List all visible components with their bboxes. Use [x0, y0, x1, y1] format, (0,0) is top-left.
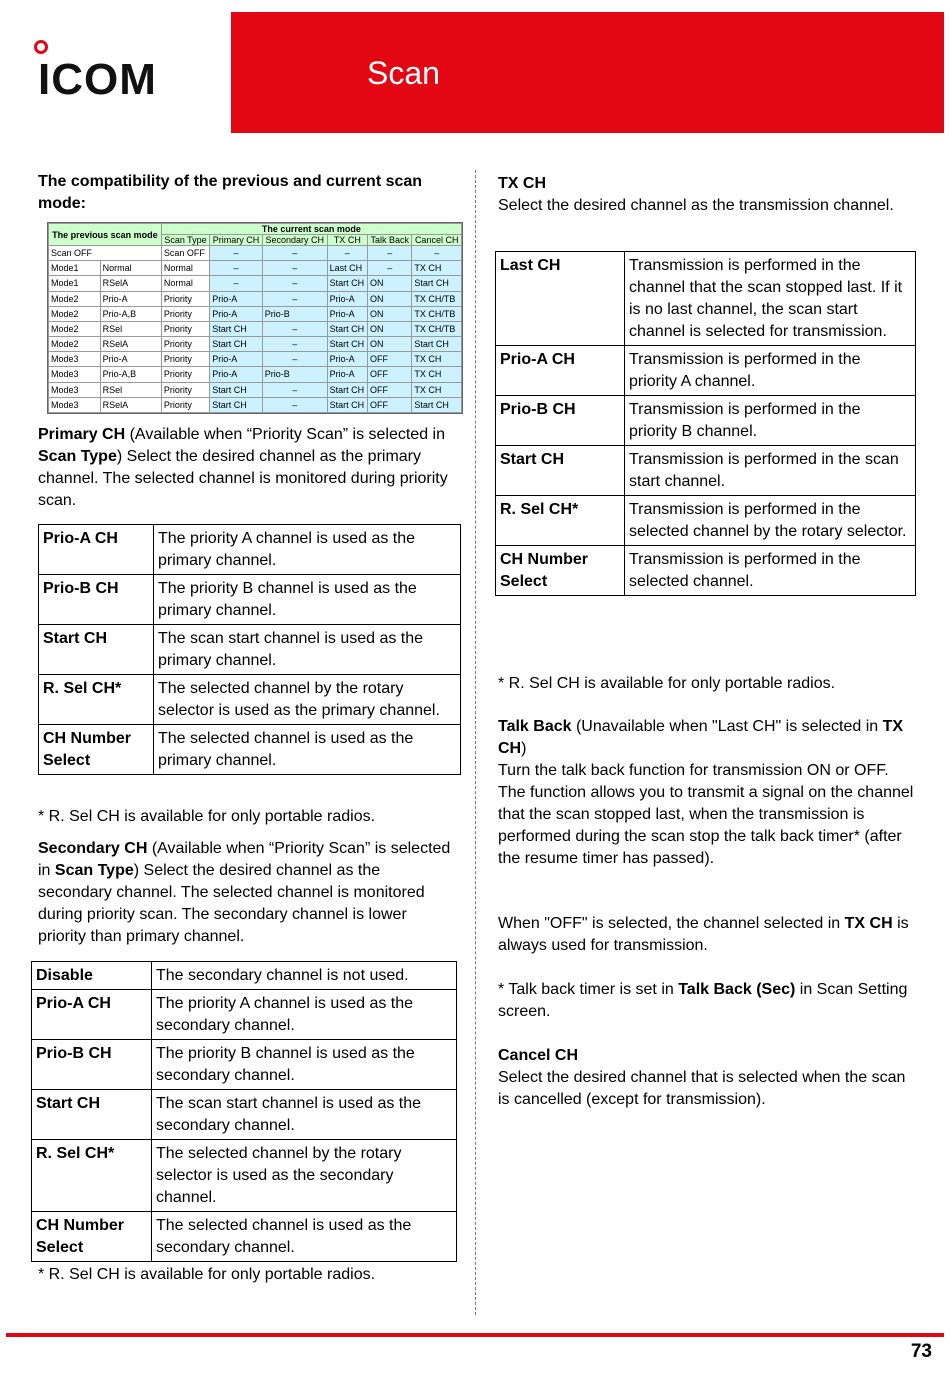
term-cell: Prio-B CH	[39, 575, 154, 625]
compat-row	[49, 321, 462, 336]
compat-cell: –	[210, 276, 263, 291]
term-cell: CH Number Select	[496, 546, 625, 596]
term-cell: Prio-B CH	[32, 1040, 152, 1090]
description-cell: The selected channel by the rotary selector is used as the primary channel.	[154, 675, 461, 725]
compat-cell: Prio-A	[327, 306, 367, 321]
talk-back-sec-term: Talk Back (Sec)	[678, 981, 796, 998]
description-cell: The priority A channel is used as the primary channel.	[154, 525, 461, 575]
term-cell: Disable	[32, 962, 152, 990]
compat-cell: Priority	[161, 352, 209, 367]
off-paragraph	[498, 913, 916, 957]
tx-ch-row	[496, 396, 916, 446]
compat-cell: Start CH	[327, 321, 367, 336]
compat-cell: –	[262, 337, 327, 352]
compat-cell: TX CH	[412, 382, 462, 397]
compat-cell: –	[262, 321, 327, 336]
term-cell: Prio-A CH	[39, 525, 154, 575]
term-cell: Prio-B CH	[496, 396, 625, 446]
description-cell: The priority B channel is used as the secondary channel.	[152, 1040, 457, 1090]
compat-row	[49, 337, 462, 352]
scan-type-term-2: Scan Type	[54, 862, 134, 879]
compat-cell: TX CH	[412, 352, 462, 367]
tx-ch-heading: TX CH	[498, 175, 546, 192]
compat-cell: ON	[367, 337, 411, 352]
tx-ch-note: * R. Sel CH is available for only portable radios.	[498, 675, 836, 692]
description-cell: Transmission is performed in the selected channel by the rotary selector.	[625, 496, 916, 546]
compat-cell: Start CH	[327, 382, 367, 397]
timer-note-text-1: * Talk back timer is set in	[498, 981, 679, 998]
tx-ch-table	[495, 251, 916, 596]
compat-cell: Priority	[161, 397, 209, 412]
description-cell: The scan start channel is used as the secondary channel.	[152, 1090, 457, 1140]
compat-cell: Start CH	[412, 276, 462, 291]
title-banner	[231, 12, 944, 133]
compat-cell: Start CH	[210, 321, 263, 336]
tx-ch-row	[496, 446, 916, 496]
compat-cell: –	[262, 397, 327, 412]
compat-cell: Mode1	[49, 261, 101, 276]
compat-cell: –	[262, 291, 327, 306]
primary-ch-text-2: ) Select the desired channel as the primary channel. The selected channel is monitored during priority scan.	[38, 448, 448, 509]
compat-cell: Prio-A	[100, 291, 161, 306]
compat-prev-header: The previous scan mode	[49, 224, 162, 246]
secondary-ch-row	[32, 1212, 457, 1262]
compat-column-header: Scan Type	[161, 235, 209, 246]
description-cell: The selected channel is used as the primary channel.	[154, 725, 461, 775]
tx-ch-row	[496, 252, 916, 346]
compat-cell: Normal	[161, 261, 209, 276]
compat-cell: Priority	[161, 291, 209, 306]
compat-cell: Prio-A	[327, 352, 367, 367]
primary-ch-row	[39, 575, 461, 625]
compat-row	[49, 291, 462, 306]
primary-ch-text-1: (Available when “Priority Scan” is selected in	[125, 426, 445, 443]
secondary-note: * R. Sel CH is available for only portable radios.	[38, 1266, 376, 1283]
compat-cell: Mode1	[49, 276, 101, 291]
icom-logo	[34, 40, 159, 104]
compat-row	[49, 246, 462, 261]
term-cell: R. Sel CH*	[32, 1140, 152, 1212]
compat-cell: ON	[367, 306, 411, 321]
talk-back-paragraph	[498, 716, 916, 870]
description-cell: Transmission is performed in the priority B channel.	[625, 396, 916, 446]
compat-cell: Priority	[161, 337, 209, 352]
compat-cell: Start CH	[210, 397, 263, 412]
compat-table	[47, 222, 463, 414]
scan-type-term: Scan Type	[38, 448, 117, 465]
talk-back-text-2: )	[521, 740, 527, 757]
compat-cell: Priority	[161, 382, 209, 397]
term-cell: Start CH	[39, 625, 154, 675]
tx-ch-row	[496, 546, 916, 596]
compat-row	[49, 306, 462, 321]
description-cell: The secondary channel is not used.	[152, 962, 457, 990]
compat-cell: ON	[367, 321, 411, 336]
term-cell: Last CH	[496, 252, 625, 346]
compat-cell: –	[367, 261, 411, 276]
compat-cell: Start CH	[412, 397, 462, 412]
primary-note: * R. Sel CH is available for only portable radios.	[38, 808, 376, 825]
compat-cell: Normal	[100, 261, 161, 276]
description-cell: Transmission is performed in the selected channel.	[625, 546, 916, 596]
compat-cell: Start CH	[210, 382, 263, 397]
compat-cell: Prio-B	[262, 306, 327, 321]
term-cell: Start CH	[32, 1090, 152, 1140]
secondary-ch-row	[32, 1140, 457, 1212]
compat-cell: ON	[367, 291, 411, 306]
secondary-ch-term: Secondary CH	[38, 840, 148, 857]
page-number: 73	[910, 1341, 932, 1362]
compat-cell: Scan OFF	[161, 246, 209, 261]
compat-cell: TX CH	[412, 261, 462, 276]
compat-cell: Prio-A	[210, 306, 263, 321]
compat-cell: Mode3	[49, 397, 101, 412]
compat-cell: Mode3	[49, 352, 101, 367]
compat-cell: –	[262, 352, 327, 367]
compat-cell: Prio-B	[262, 367, 327, 382]
compat-column-header: Cancel CH	[412, 235, 462, 246]
compat-cell: RSel	[100, 321, 161, 336]
compat-cell: Start CH	[210, 337, 263, 352]
compat-cell: TX CH/TB	[412, 291, 462, 306]
compat-current-header: The current scan mode	[161, 224, 461, 235]
compat-cell: Start CH	[327, 276, 367, 291]
compat-cell: Mode2	[49, 321, 101, 336]
cancel-ch-heading: Cancel CH	[498, 1047, 579, 1064]
secondary-ch-row	[32, 990, 457, 1040]
primary-ch-row	[39, 675, 461, 725]
compat-cell: Prio-A	[210, 367, 263, 382]
tx-ch-row	[496, 346, 916, 396]
compat-cell: Mode2	[49, 291, 101, 306]
term-cell: Start CH	[496, 446, 625, 496]
compat-column-header: Talk Back	[367, 235, 411, 246]
primary-ch-row	[39, 725, 461, 775]
description-cell: The scan start channel is used as the primary channel.	[154, 625, 461, 675]
compat-cell: –	[210, 246, 263, 261]
compat-cell: Mode3	[49, 367, 101, 382]
compat-cell: RSel	[100, 382, 161, 397]
compat-cell: –	[412, 246, 462, 261]
footer-rule	[6, 1333, 944, 1337]
compat-cell: ON	[367, 276, 411, 291]
secondary-ch-row	[32, 962, 457, 990]
description-cell: Transmission is performed in the scan start channel.	[625, 446, 916, 496]
term-cell: R. Sel CH*	[39, 675, 154, 725]
compat-row	[49, 397, 462, 412]
compat-row	[49, 382, 462, 397]
compat-cell: TX CH/TB	[412, 321, 462, 336]
tx-ch-term-2: TX CH	[844, 915, 893, 932]
description-cell: The selected channel by the rotary selector is used as the secondary channel.	[152, 1140, 457, 1212]
primary-ch-row	[39, 625, 461, 675]
compat-cell: Last CH	[327, 261, 367, 276]
compat-cell: –	[262, 276, 327, 291]
tx-ch-row	[496, 496, 916, 546]
compat-cell: –	[367, 246, 411, 261]
compat-column-header: TX CH	[327, 235, 367, 246]
compat-cell: Prio-A	[100, 352, 161, 367]
description-cell: The priority A channel is used as the secondary channel.	[152, 990, 457, 1040]
description-cell: Transmission is performed in the priority A channel.	[625, 346, 916, 396]
compat-cell: Prio-A,B	[100, 306, 161, 321]
primary-ch-paragraph	[38, 424, 453, 512]
primary-ch-table	[38, 524, 461, 775]
description-cell: The selected channel is used as the secondary channel.	[152, 1212, 457, 1262]
column-divider	[475, 170, 476, 1315]
primary-ch-row	[39, 525, 461, 575]
compat-cell: OFF	[367, 382, 411, 397]
compat-cell: RSelA	[100, 397, 161, 412]
compat-cell: Normal	[161, 276, 209, 291]
compat-cell: RSelA	[100, 337, 161, 352]
compat-row	[49, 352, 462, 367]
term-cell: Prio-A CH	[32, 990, 152, 1040]
secondary-ch-table	[31, 961, 457, 1262]
compat-cell: TX CH/TB	[412, 306, 462, 321]
compat-cell: Prio-A	[210, 352, 263, 367]
compat-row	[49, 261, 462, 276]
compat-cell: Scan OFF	[49, 246, 162, 261]
compat-row	[49, 276, 462, 291]
off-text-2: is always used for transmission.	[498, 915, 909, 954]
compat-cell: Start CH	[327, 397, 367, 412]
compat-cell: –	[262, 382, 327, 397]
timer-note-text-2: in Scan Setting screen.	[498, 981, 908, 1020]
secondary-ch-text-2: ) Select the desired channel as the secondary channel. The selected channel is monitored during priority scan. The secondary channel is lower priority than primary channel.	[38, 862, 425, 945]
compat-cell: –	[262, 246, 327, 261]
compat-cell: Mode2	[49, 337, 101, 352]
secondary-ch-text-1: (Available when “Priority Scan” is selected in	[38, 840, 451, 879]
term-cell: Prio-A CH	[496, 346, 625, 396]
compat-cell: Start CH	[412, 337, 462, 352]
primary-ch-term: Primary CH	[38, 426, 126, 443]
off-text-1: When "OFF" is selected, the channel selected in	[498, 915, 845, 932]
talk-back-text-1: (Unavailable when "Last CH" is selected in	[571, 718, 883, 735]
compat-cell: –	[210, 261, 263, 276]
compat-cell: Prio-A,B	[100, 367, 161, 382]
description-cell: The priority B channel is used as the primary channel.	[154, 575, 461, 625]
secondary-ch-paragraph	[38, 838, 458, 948]
compat-cell: RSelA	[100, 276, 161, 291]
compat-cell: –	[262, 261, 327, 276]
compat-heading: The compatibility of the previous and current scan mode:	[38, 173, 423, 212]
compat-column-header: Primary CH	[210, 235, 263, 246]
compat-cell: Mode3	[49, 382, 101, 397]
compat-cell: OFF	[367, 397, 411, 412]
description-cell: Transmission is performed in the channel that the scan stopped last. If it is no last channel, the scan start channel is selected for transmission.	[625, 252, 916, 346]
page-title: Scan	[367, 55, 440, 91]
secondary-ch-row	[32, 1040, 457, 1090]
compat-cell: OFF	[367, 367, 411, 382]
compat-cell: TX CH	[412, 367, 462, 382]
compat-cell: Priority	[161, 321, 209, 336]
talk-back-timer-note	[498, 979, 916, 1023]
compat-cell: Start CH	[327, 337, 367, 352]
compat-cell: Priority	[161, 367, 209, 382]
cancel-ch-text: Select the desired channel that is selected when the scan is cancelled (except for transmission).	[498, 1069, 906, 1108]
term-cell: R. Sel CH*	[496, 496, 625, 546]
talk-back-body: Turn the talk back function for transmission ON or OFF. The function allows you to transmit a signal on the channel that the scan stopped last, when the transmission is performed during the scan stop the talk back timer* (after the resume timer has passed).	[498, 762, 914, 867]
secondary-ch-row	[32, 1090, 457, 1140]
compat-cell: Prio-A	[327, 367, 367, 382]
compat-cell: –	[327, 246, 367, 261]
term-cell: CH Number Select	[32, 1212, 152, 1262]
logo-ring-icon	[34, 40, 48, 54]
compat-cell: Mode2	[49, 306, 101, 321]
compat-row	[49, 367, 462, 382]
compat-cell: OFF	[367, 352, 411, 367]
tx-ch-term: TX CH	[498, 718, 904, 757]
talk-back-term: Talk Back	[498, 718, 572, 735]
tx-ch-text: Select the desired channel as the transmission channel.	[498, 197, 894, 214]
compat-cell: Priority	[161, 306, 209, 321]
compat-column-header: Secondary CH	[262, 235, 327, 246]
logo-text: ICOM	[38, 55, 157, 104]
compat-cell: Prio-A	[327, 291, 367, 306]
compat-cell: Prio-A	[210, 291, 263, 306]
term-cell: CH Number Select	[39, 725, 154, 775]
